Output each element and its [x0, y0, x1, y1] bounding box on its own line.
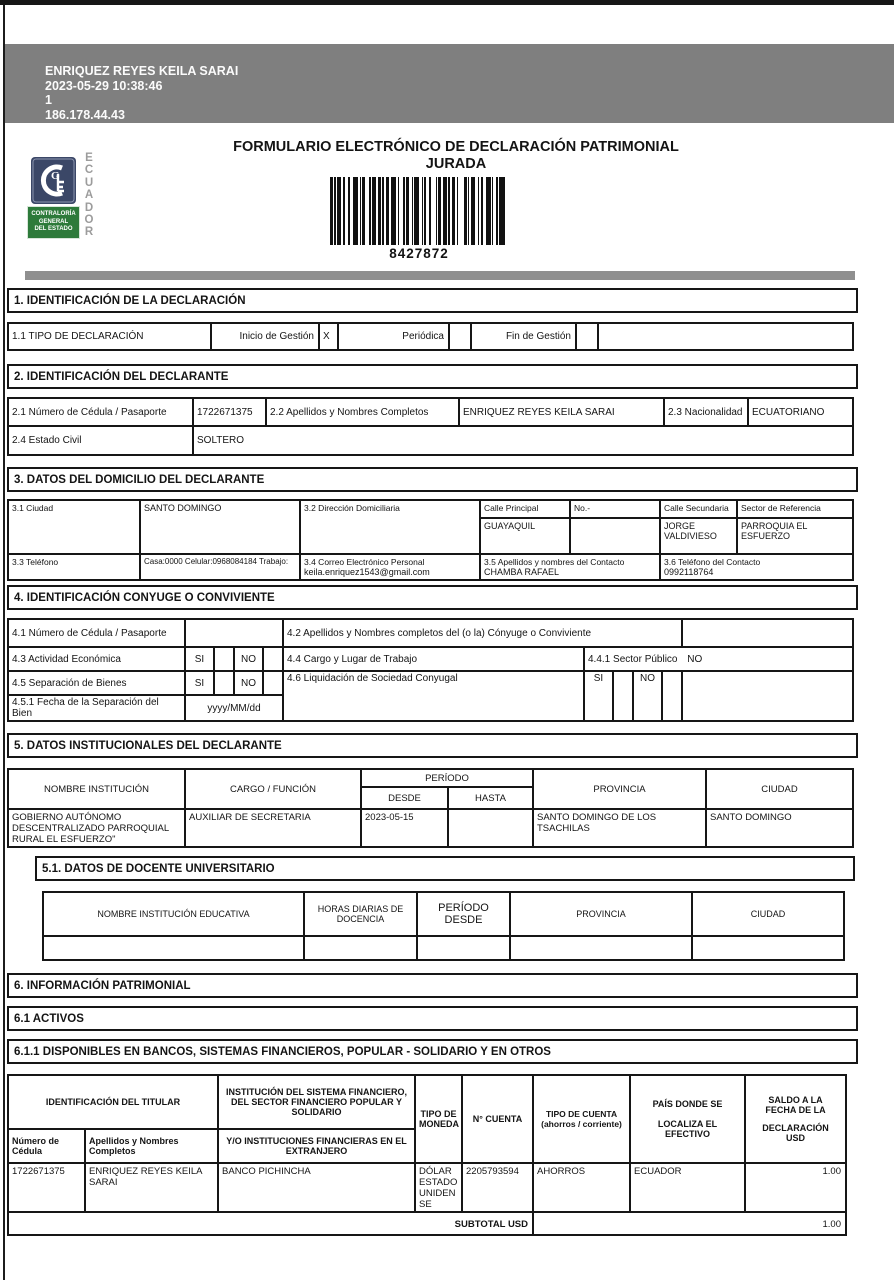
stamp-header [5, 44, 894, 123]
liquidacion-si-label: SI [584, 671, 613, 721]
section-4-header: 4. IDENTIFICACIÓN CONYUGE O CONVIVIENTE [7, 585, 858, 610]
fin-gestion-checkbox [576, 323, 598, 350]
cargo-header: CARGO / FUNCIÓN [185, 769, 361, 809]
institucion-educativa-header: NOMBRE INSTITUCIÓN EDUCATIVA [43, 892, 304, 936]
form-title-line2: JURADA [425, 156, 487, 172]
institucion-financiera-header-bottom: Y/O INSTITUCIONES FINANCIERAS EN EL EXTRANJERO [218, 1129, 415, 1163]
pais-header [630, 1075, 745, 1163]
barcode-number: 8427872 [389, 246, 449, 261]
nombres-label: 2.2 Apellidos y Nombres Completos [266, 398, 459, 426]
institucion-financiera-header-top: INSTITUCIÓN DEL SISTEMA FINANCIERO, DEL SECTOR FINANCIERO POPULAR Y SOLIDARIO [218, 1075, 415, 1129]
periodica-label: Periódica [338, 323, 449, 350]
institucion-header: NOMBRE INSTITUCIÓN [8, 769, 185, 809]
tipo-declaracion-extra-cell [598, 323, 853, 350]
ciudad-docente-header: CIUDAD [692, 892, 844, 936]
stamp-ip-address: 186.178.44.43 [45, 107, 125, 122]
numero-cedula-subheader: Número de Cédula [8, 1129, 85, 1163]
estado-civil-label: 2.4 Estado Civil [8, 426, 193, 455]
pais-header-top: PAÍS DONDE SE [652, 1099, 723, 1109]
pais-value: ECUADOR [630, 1163, 745, 1212]
nacionalidad-label: 2.3 Nacionalidad [664, 398, 748, 426]
estado-civil-value: SOLTERO [193, 426, 853, 455]
cge-org-line1: CONTRALORÍA [31, 211, 76, 218]
saldo-header-top: SALDO A LA FECHA DE LA [765, 1095, 826, 1115]
direccion-label: 3.2 Dirección Domiciliaria [300, 500, 480, 554]
ciudad-header: CIUDAD [706, 769, 853, 809]
conyuge-cedula-label: 4.1 Número de Cédula / Pasaporte [8, 619, 185, 647]
apellidos-subheader: Apellidos y Nombres Completos [85, 1129, 218, 1163]
sector-publico-label: 4.4.1 Sector Público [588, 653, 678, 665]
numero-label: No.- [570, 500, 660, 518]
separacion-bienes-label: 4.5 Separación de Bienes [8, 671, 185, 695]
cge-org-line3: DEL ESTADO [34, 226, 73, 233]
cargo-value: AUXILIAR DE SECRETARIA [185, 809, 361, 847]
periodo-header: PERÍODO [361, 769, 533, 787]
telefono-value: Casa:0000 Celular:0968084184 Trabajo: [140, 554, 300, 580]
stamp-page-number: 1 [45, 93, 52, 107]
cuenta-value: 2205793594 [462, 1163, 533, 1212]
numero-cuenta-header: N° CUENTA [462, 1075, 533, 1163]
provincia-header: PROVINCIA [533, 769, 706, 809]
ciudad-value: SANTO DOMINGO [140, 500, 300, 554]
section-5-header: 5. DATOS INSTITUCIONALES DEL DECLARANTE [7, 733, 858, 758]
section-611-header: 6.1.1 DISPONIBLES EN BANCOS, SISTEMAS FINANCIEROS, POPULAR - SOLIDARIO Y EN OTROS [7, 1039, 858, 1064]
inicio-gestion-checkbox: X [319, 323, 338, 350]
liquidacion-si-checkbox [613, 671, 633, 721]
horas-docencia-value [304, 936, 417, 960]
cargo-trabajo-label: 4.4 Cargo y Lugar de Trabajo [283, 647, 584, 671]
tipo-cuenta-value: AHORROS [533, 1163, 630, 1212]
calle-principal-value: GUAYAQUIL [480, 518, 570, 554]
liquidacion-extra-cell [682, 671, 853, 721]
periodo-desde-value [417, 936, 510, 960]
sector-publico-cell [584, 647, 853, 671]
page-top-border [0, 0, 894, 5]
nombres-value: ENRIQUEZ REYES KEILA SARAI [459, 398, 664, 426]
stamp-datetime: 2023-05-29 10:38:46 [45, 78, 163, 93]
section-611-table [7, 1074, 847, 1236]
saldo-header-bottom: DECLARACIÓN USD [762, 1123, 829, 1143]
ecuador-vertical-label: E C U A D O R [84, 152, 94, 239]
correo-label: 3.4 Correo Electrónico Personal [304, 557, 425, 567]
ciudad-value-5: SANTO DOMINGO [706, 809, 853, 847]
conyuge-cedula-value [185, 619, 283, 647]
nacionalidad-value: ECUATORIANO [748, 398, 853, 426]
calle-principal-label: Calle Principal [480, 500, 570, 518]
sector-publico-value: NO [687, 653, 703, 665]
actividad-no-checkbox [263, 647, 283, 671]
inicio-gestion-label: Inicio de Gestión [211, 323, 319, 350]
subtotal-label: SUBTOTAL USD [8, 1212, 533, 1235]
sector-referencia-label: Sector de Referencia [737, 500, 853, 518]
cedula-value: 1722671375 [193, 398, 266, 426]
actividad-si-label: SI [185, 647, 214, 671]
numero-value [570, 518, 660, 554]
telefono-contacto-cell [660, 554, 853, 580]
liquidacion-no-label: NO [633, 671, 662, 721]
ciudad-label: 3.1 Ciudad [8, 500, 140, 554]
horas-docencia-header: HORAS DIARIAS DE DOCENCIA [304, 892, 417, 936]
fecha-separacion-value: yyyy/MM/dd [185, 695, 283, 721]
desde-value: 2023-05-15 [361, 809, 448, 847]
provincia-docente-value [510, 936, 692, 960]
conyuge-nombres-label: 4.2 Apellidos y Nombres completos del (o la) Cónyuge o Conviviente [283, 619, 682, 647]
separacion-no-checkbox [263, 671, 283, 695]
tipo-declaracion-label: 1.1 TIPO DE DECLARACIÓN [8, 323, 211, 350]
form-body [7, 288, 858, 1236]
separacion-si-checkbox [214, 671, 234, 695]
separacion-si-label: SI [185, 671, 214, 695]
titular-header: IDENTIFICACIÓN DEL TITULAR [8, 1075, 218, 1129]
section-2-table [7, 397, 854, 456]
fecha-separacion-label: 4.5.1 Fecha de la Separación del Bien [8, 695, 185, 721]
section-1-table [7, 322, 854, 351]
sector-referencia-value: PARROQUIA EL ESFUERZO [737, 518, 853, 554]
banco-value: BANCO PICHINCHA [218, 1163, 415, 1212]
section-1-header: 1. IDENTIFICACIÓN DE LA DECLARACIÓN [7, 288, 858, 313]
telefono-contacto-label: 3.6 Teléfono del Contacto [664, 557, 761, 567]
contacto-value: CHAMBA RAFAEL [484, 567, 560, 577]
provincia-value: SANTO DOMINGO DE LOS TSACHILAS [533, 809, 706, 847]
barcode-image [330, 177, 508, 245]
section-6-header: 6. INFORMACIÓN PATRIMONIAL [7, 973, 858, 998]
titular-nombres-value: ENRIQUEZ REYES KEILA SARAI [85, 1163, 218, 1212]
contacto-label: 3.5 Apellidos y nombres del Contacto [484, 557, 625, 567]
cge-org-label [27, 206, 80, 239]
section-51-header: 5.1. DATOS DE DOCENTE UNIVERSITARIO [35, 856, 855, 881]
form-title [26, 139, 886, 173]
saldo-header [745, 1075, 846, 1163]
section-61-header: 6.1 ACTIVOS [7, 1006, 858, 1031]
cge-org-line2: GENERAL [38, 218, 69, 225]
pais-header-bottom: LOCALIZA EL EFECTIVO [657, 1119, 718, 1139]
svg-text:G: G [51, 170, 60, 182]
actividad-economica-label: 4.3 Actividad Económica [8, 647, 185, 671]
moneda-value: DÓLAR ESTADOUNIDENSE [415, 1163, 462, 1212]
institucion-value: GOBIERNO AUTÓNOMO DESCENTRALIZADO PARROQUIAL RURAL EL ESFUERZO" [8, 809, 185, 847]
conyuge-nombres-value [682, 619, 853, 647]
institucion-educativa-value [43, 936, 304, 960]
periodica-checkbox [449, 323, 471, 350]
telefono-contacto-value: 0992118764 [664, 567, 714, 577]
actividad-si-checkbox [214, 647, 234, 671]
section-3-table [7, 499, 854, 581]
hasta-value [448, 809, 533, 847]
section-5-table [7, 768, 854, 848]
form-title-line1: FORMULARIO ELECTRÓNICO DE DECLARACIÓN PATRIMONIAL [233, 139, 679, 155]
periodo-desde-header: PERÍODO DESDE [417, 892, 510, 936]
liquidacion-no-checkbox [662, 671, 682, 721]
section-divider-bar [25, 271, 855, 280]
hasta-header: HASTA [448, 787, 533, 809]
section-4-table [7, 618, 854, 722]
ciudad-docente-value [692, 936, 844, 960]
stamp-declarant-name: ENRIQUEZ REYES KEILA SARAI [45, 64, 239, 78]
correo-cell [300, 554, 480, 580]
calle-secundaria-label: Calle Secundaria [660, 500, 737, 518]
saldo-value: 1.00 [745, 1163, 846, 1212]
correo-value: keila.enriquez1543@gmail.com [304, 567, 430, 577]
titular-cedula-value: 1722671375 [8, 1163, 85, 1212]
section-51-table [42, 891, 845, 961]
telefono-label: 3.3 Teléfono [8, 554, 140, 580]
subtotal-value: 1.00 [533, 1212, 846, 1235]
separacion-no-label: NO [234, 671, 263, 695]
liquidacion-label: 4.6 Liquidación de Sociedad Conyugal [283, 671, 584, 721]
fin-gestion-label: Fin de Gestión [471, 323, 576, 350]
tipo-cuenta-header: TIPO DE CUENTA (ahorros / corriente) [533, 1075, 630, 1163]
section-2-header: 2. IDENTIFICACIÓN DEL DECLARANTE [7, 364, 858, 389]
actividad-no-label: NO [234, 647, 263, 671]
contacto-cell [480, 554, 660, 580]
page-left-border [3, 5, 5, 1280]
section-3-header: 3. DATOS DEL DOMICILIO DEL DECLARANTE [7, 467, 858, 492]
desde-header: DESDE [361, 787, 448, 809]
provincia-docente-header: PROVINCIA [510, 892, 692, 936]
cedula-label: 2.1 Número de Cédula / Pasaporte [8, 398, 193, 426]
calle-secundaria-value: JORGE VALDIVIESO [660, 518, 737, 554]
tipo-moneda-header: TIPO DE MONEDA [415, 1075, 462, 1163]
